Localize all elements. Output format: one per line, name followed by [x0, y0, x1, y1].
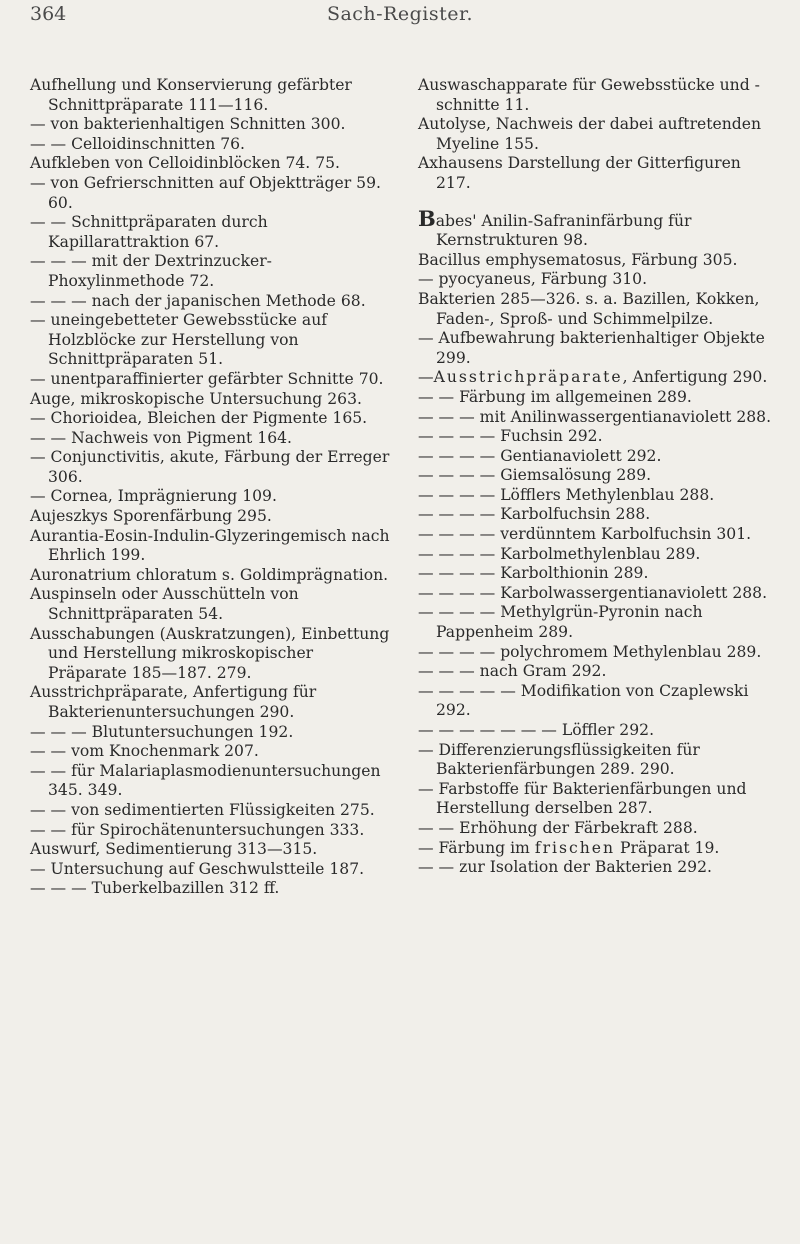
entry-prefix: —: [418, 368, 434, 387]
index-entry-babes: [418, 205, 776, 251]
index-entry: — — — — Karbolfuchsin 288.: [418, 505, 651, 524]
index-entry: — — — — verdünntem Karbolfuchsin 301.: [418, 525, 752, 544]
index-entry: Aurantia-Eosin-Indulin-Glyzeringemisch nach Ehrlich 199.: [30, 526, 390, 565]
index-entry: — uneingebetteter Gewebsstücke auf Holzblöcke zur Herstellung von Schnittpräparaten 51.: [30, 311, 328, 369]
index-entry: — — — Tuberkelbazillen 312 ff.: [30, 879, 280, 898]
index-entry: — — — Blutuntersuchungen 192.: [30, 722, 294, 741]
index-entry: — — — nach der japanischen Methode 68.: [30, 291, 366, 310]
right-column: [418, 76, 776, 878]
index-entry: — — Schnittpräparaten durch Kapillarattraktion 67.: [30, 213, 268, 251]
entry-text: Präparat 19.: [620, 838, 720, 857]
index-entry: Bakterien 285—326. s. a. Bazillen, Kokken, Faden-, Sproß- und Schimmelpilze.: [418, 289, 760, 328]
page-header: [0, 0, 800, 36]
index-entry: — — — — Karbolthionin 289.: [418, 564, 649, 583]
index-entry: — Chorioidea, Bleichen der Pigmente 165.: [30, 409, 368, 428]
index-entry: Aujeszkys Sporenfärbung 295.: [30, 507, 272, 526]
entry-prefix: — Färbung im: [418, 838, 530, 857]
index-entry: — — — — Karbolmethylenblau 289.: [418, 544, 701, 563]
index-entry: — — für Malariaplasmodienuntersuchungen 345. 349.: [30, 761, 381, 800]
index-entry: — — Nachweis von Pigment 164.: [30, 428, 293, 447]
index-entry: — — Färbung im allgemeinen 289.: [418, 387, 692, 406]
index-entry: Ausschabungen (Auskratzungen), Einbettung und Herstellung mikroskopischer Präparate 185—187. 279.: [30, 624, 390, 682]
index-entry: — — — — — — — Löffler 292.: [418, 721, 655, 739]
entry-text: abes' Anilin-Safraninfärbung für Kernstrukturen 98.: [435, 211, 692, 250]
index-entry: Auronatrium chloratum s. Goldimprägnation.: [30, 565, 389, 584]
index-entry: — Differenzierungsflüssigkeiten für Bakterienfärbungen 289. 290.: [418, 740, 700, 779]
page-number: 364: [30, 3, 67, 25]
index-entry: — — vom Knochenmark 207.: [30, 742, 259, 761]
index-entry: — — für Spirochätenuntersuchungen 333.: [30, 820, 365, 839]
index-entry: — — — — Karbolwassergentianaviolett 288.: [418, 583, 768, 602]
index-entry: — von bakterienhaltigen Schnitten 300.: [30, 115, 346, 134]
index-entry: — von Gefrierschnitten auf Objektträger 59. 60.: [30, 173, 381, 212]
index-entry: — — — — Methylgrün-Pyronin nach Pappenheim 289.: [418, 603, 703, 642]
index-entry: — — von sedimentierten Flüssigkeiten 275.: [30, 800, 375, 819]
index-entry: Ausstrichpräparate, Anfertigung für Bakterienuntersuchungen 290.: [30, 683, 317, 721]
index-entry: — — Erhöhung der Färbekraft 288.: [418, 818, 698, 837]
index-entry: — — — — Gentianaviolett 292.: [418, 446, 662, 465]
spaced-term: Ausstrichpräparate: [433, 368, 623, 387]
index-entry: — — — — Löfflers Methylenblau 288.: [418, 485, 715, 504]
index-entry: Axhausens Darstellung der Gitterfiguren 217.: [418, 154, 741, 192]
index-entry: — pyocyaneus, Färbung 310.: [418, 270, 648, 289]
left-column: [30, 76, 392, 899]
entry-text: , Anfertigung 290.: [622, 368, 768, 387]
index-entry-ausstrich: [418, 368, 776, 388]
index-entry: — Conjunctivitis, akute, Färbung der Erreger 306.: [30, 448, 390, 486]
index-entry: Bacillus emphysematosus, Färbung 305.: [418, 250, 738, 269]
index-entry: Autolyse, Nachweis der dabei auftretenden Myeline 155.: [418, 115, 762, 153]
index-entry: — — — — — Modifikation von Czaplewski 292.: [418, 681, 749, 720]
index-entry: — — — mit der Dextrinzucker-Phoxylinmethode 72.: [30, 252, 272, 290]
index-entry: Auspinseln oder Ausschütteln von Schnittpräparaten 54.: [30, 585, 299, 624]
index-entry: — — — nach Gram 292.: [418, 662, 607, 681]
index-entry: — — zur Isolation der Bakterien 292.: [418, 858, 712, 877]
index-entry: — — Celloidinschnitten 76.: [30, 134, 245, 153]
index-entry: Auswurf, Sedimentierung 313—315.: [30, 840, 318, 859]
index-entry: — Farbstoffe für Bakterienfärbungen und Herstellung derselben 287.: [418, 779, 747, 818]
index-entry: — — — — Giemsalösung 289.: [418, 466, 652, 485]
index-entry: — unentparaffinierter gefärbter Schnitte 70.: [30, 369, 384, 388]
index-entry: Aufhellung und Konservierung gefärbter Schnittpräparate 111—116.: [30, 76, 352, 114]
index-entry: Auswaschapparate für Gewebsstücke und -schnitte 11.: [418, 76, 760, 114]
index-entry-frisch: [418, 839, 776, 859]
index-entry: — — — — polychromem Methylenblau 289.: [418, 642, 762, 661]
spaced-term: frischen: [534, 838, 616, 857]
index-entry: — — — mit Anilinwassergentianaviolett 288.: [418, 407, 772, 426]
index-entry: — Aufbewahrung bakterienhaltiger Objekte 299.: [418, 329, 765, 367]
index-entry: Aufkleben von Celloidinblöcken 74. 75.: [30, 154, 340, 173]
section-initial: B: [418, 205, 436, 231]
index-entry: — Cornea, Imprägnierung 109.: [30, 487, 277, 506]
index-entry: Auge, mikroskopische Untersuchung 263.: [30, 389, 362, 408]
index-entry: — — — — Fuchsin 292.: [418, 427, 603, 446]
running-head: Sach-Register.: [326, 3, 474, 25]
index-entry: — Untersuchung auf Geschwulstteile 187.: [30, 859, 365, 878]
